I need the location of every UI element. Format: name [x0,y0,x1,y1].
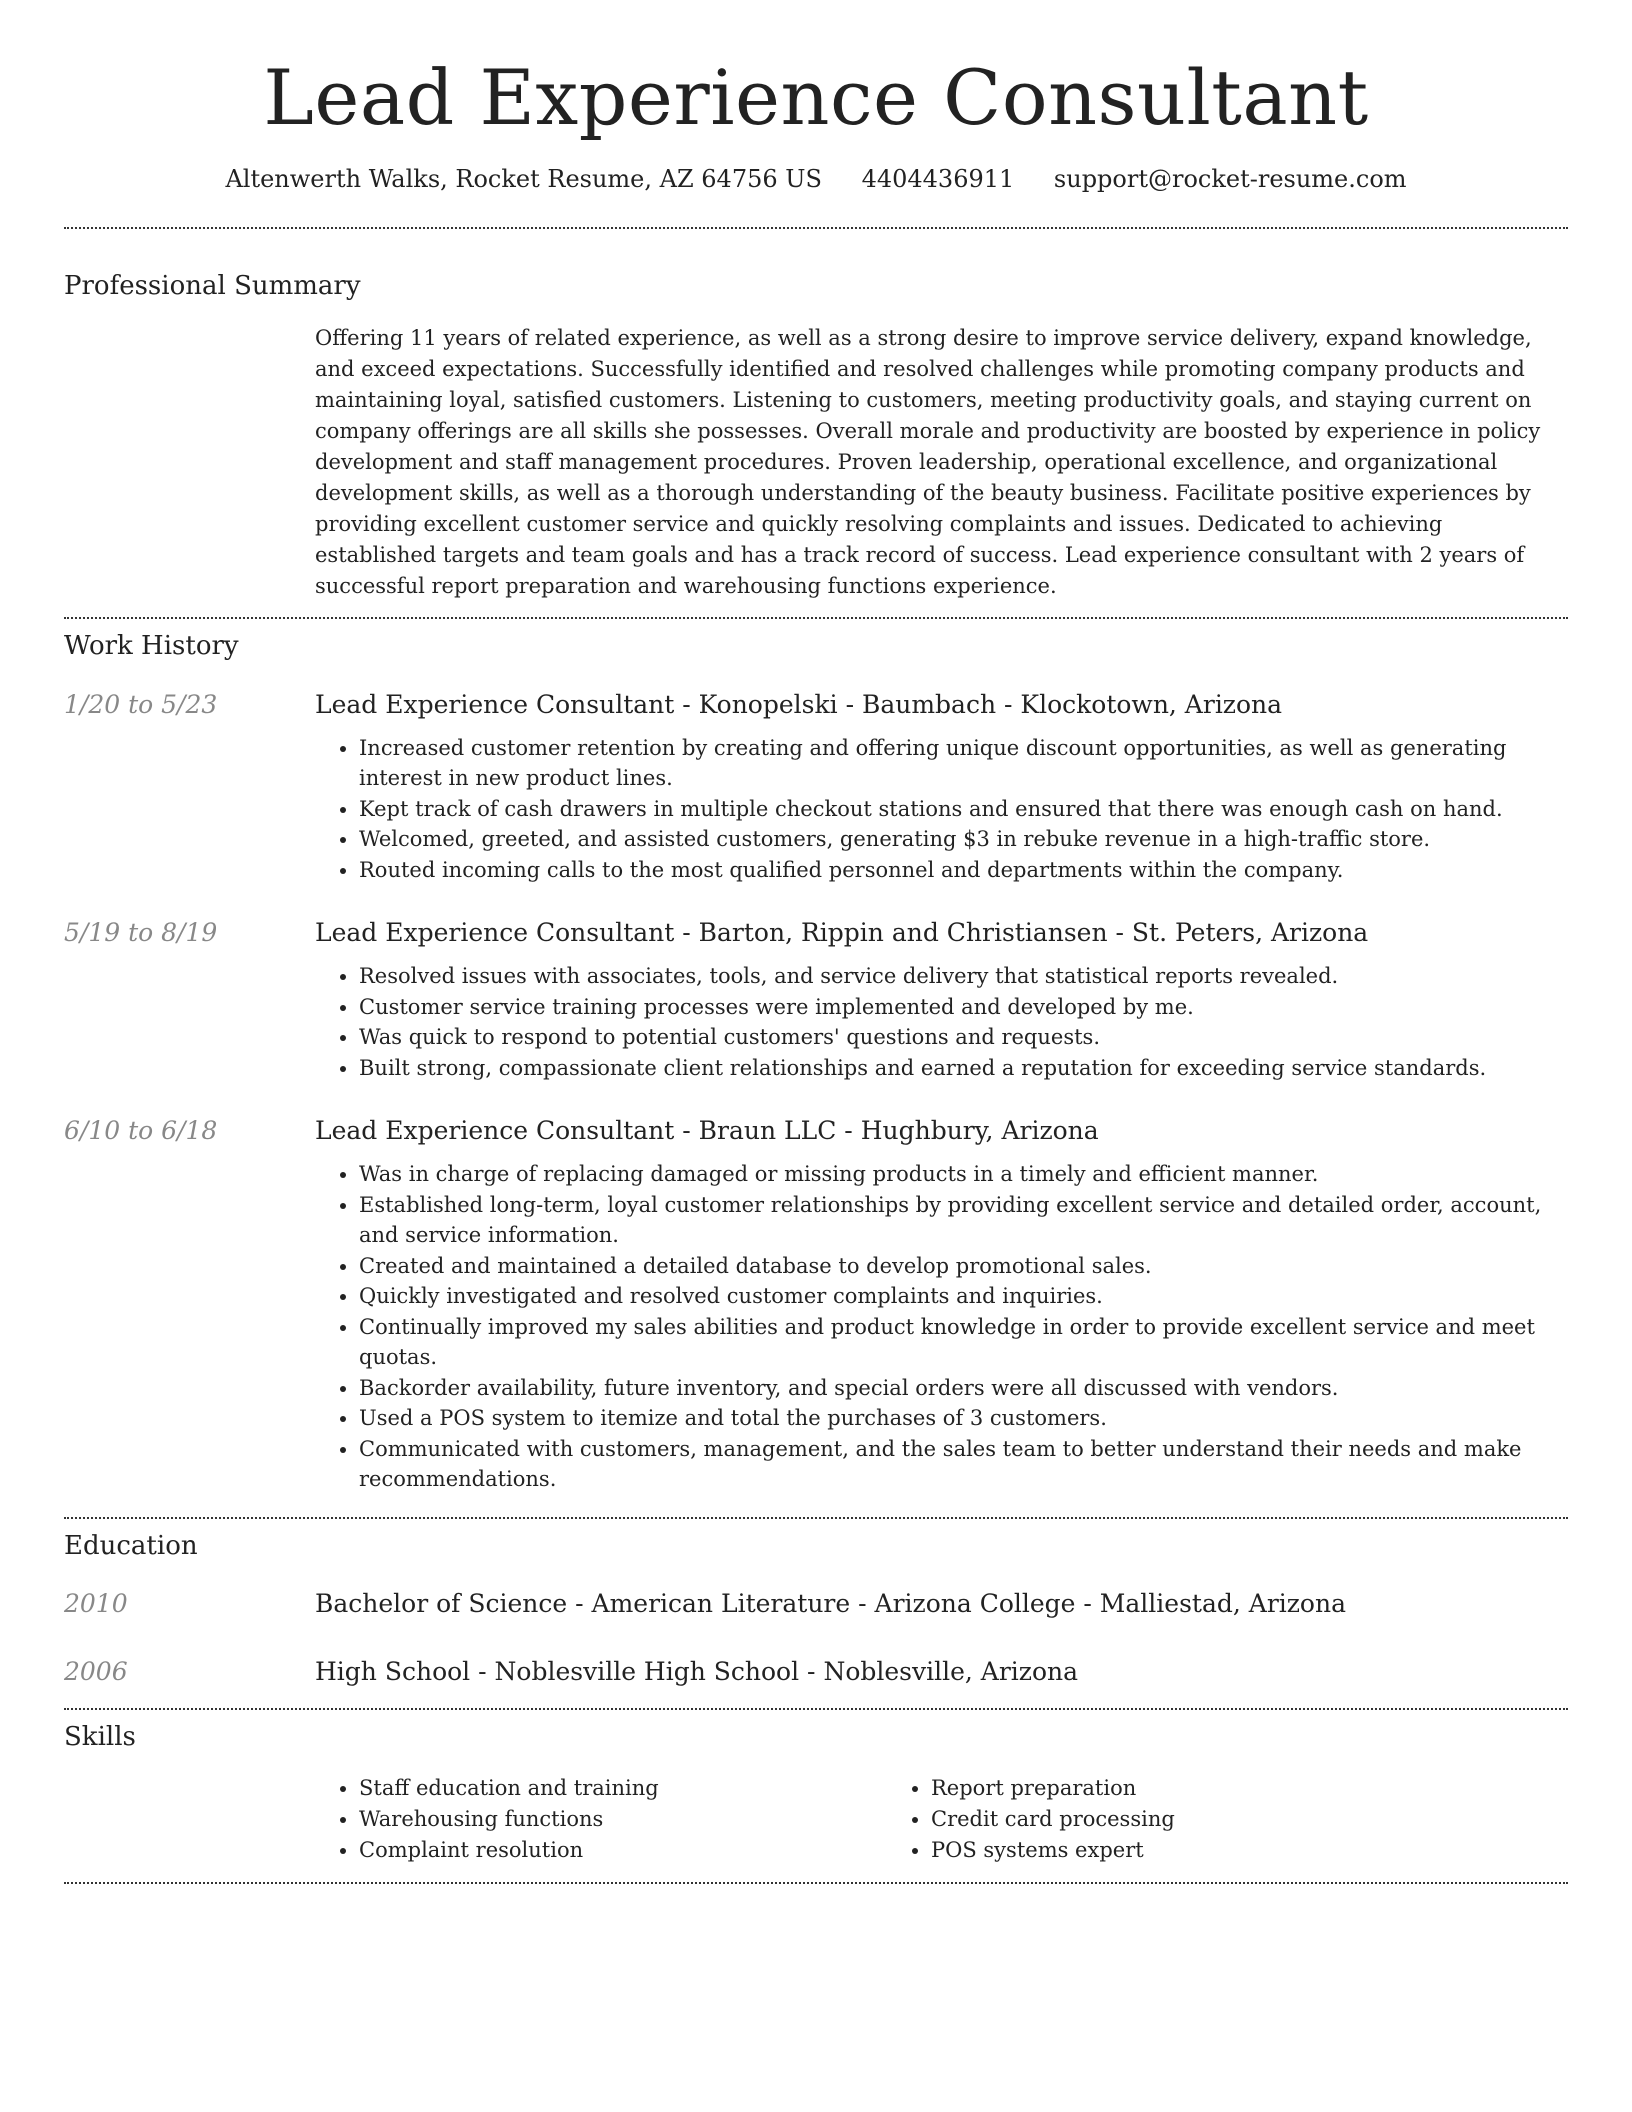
list-item: • POS systems expert [931,1835,1459,1866]
education-year: 2006 [64,1656,128,1686]
job-company: Braun LLC - Hughbury, Arizona [698,1116,1099,1146]
list-item: • Continually improved my sales abilities and product knowledge in order to provide excellent service and meet quotas. [359,1312,1568,1373]
list-item: • Routed incoming calls to the most qualified personnel and departments within the company. [359,855,1568,886]
job-position: Lead Experience Consultant [315,918,675,948]
skills-column-left [315,1773,887,1866]
education-year: 2010 [64,1588,128,1618]
education-school: Noblesville High School - Noblesville, Arizona [494,1656,1079,1686]
job-date: 1/20 to 5/23 [64,689,218,719]
contact-address: Altenwerth Walks, Rocket Resume, AZ 64756 US [225,165,822,194]
job-entry [64,917,1568,1083]
list-item: • Warehousing functions [359,1804,887,1835]
education-section [64,1519,1568,1688]
list-item: • Credit card processing [931,1804,1459,1835]
job-company: Barton, Rippin and Christiansen - St. Peters, Arizona [698,918,1369,948]
job-bullets [315,961,1568,1083]
resume-name: Lead Experience Consultant [263,53,1369,142]
list-item: • Established long-term, loyal customer relationships by providing excellent service and detailed order, account, and service information. [359,1190,1568,1251]
job-position: Lead Experience Consultant [315,689,675,719]
list-item: • Resolved issues with associates, tools, and service delivery that statistical reports revealed. [359,961,1568,992]
job-heading: Lead Experience Consultant - Konopelski - Baumbach - Klockotown, Arizona [315,689,1283,719]
resume-page [64,0,1568,1884]
job-entry [64,1115,1568,1495]
job-heading: Lead Experience Consultant - Braun LLC - Hughbury, Arizona [315,1116,1099,1146]
job-company: Konopelski - Baumbach - Klockotown, Arizona [698,689,1283,719]
list-item: • Was in charge of replacing damaged or missing products in a timely and efficient manner. [359,1159,1568,1190]
list-item: • Built strong, compassionate client relationships and earned a reputation for exceeding service standards. [359,1053,1568,1084]
list-item: • Kept track of cash drawers in multiple checkout stations and ensured that there was enough cash on hand. [359,794,1568,825]
list-item: • Complaint resolution [359,1835,887,1866]
work-history-title: Work History [64,631,239,662]
job-heading: Lead Experience Consultant - Barton, Rippin and Christiansen - St. Peters, Arizona [315,918,1369,948]
work-history-section [64,619,1568,1494]
contact-line [64,165,1568,193]
divider [64,1882,1568,1884]
list-item: • Report preparation [931,1773,1459,1804]
job-bullets [315,1159,1568,1495]
education-entry [64,1588,1568,1620]
education-heading: Bachelor of Science - American Literature - Arizona College - Malliestad, Arizona [315,1588,1346,1618]
job-position: Lead Experience Consultant [315,1116,675,1146]
education-title: Education [64,1530,198,1561]
list-item: • Increased customer retention by creating and offering unique discount opportunities, as well as generating interest in new product lines. [359,733,1568,794]
list-item: • Backorder availability, future inventory, and special orders were all discussed with vendors. [359,1373,1568,1404]
list-item: • Created and maintained a detailed database to develop promotional sales. [359,1251,1568,1282]
job-entry [64,689,1568,886]
skills-list [315,1773,1568,1866]
skills-column-right [887,1773,1459,1866]
education-heading: High School - Noblesville High School - Noblesville, Arizona [315,1656,1079,1686]
summary-text: Offering 11 years of related experience, as well as a strong desire to improve service delivery, expand knowledge, and exceed expectations. Successfully identified and resolved challenges while promoting company products and maintaining loyal, satisfied customers. Listening to customers, meeting productivity goals, and staying current on company offerings are all skills she possesses. Overall morale and productivity are boosted by experience in policy development and staff management procedures. Proven leadership, operational excellence, and organizational development skills, as well as a thorough understanding of the beauty business. Facilitate positive experiences by providing excellent customer service and quickly resolving complaints and issues. Dedicated to achieving established targets and team goals and has a track record of success. Lead experience consultant with 2 years of successful report preparation and warehousing functions experience. [315,326,1541,599]
list-item: • Communicated with customers, management, and the sales team to better understand their needs and make recommendations. [359,1434,1568,1495]
skills-section [64,1710,1568,1866]
skills-title: Skills [64,1721,136,1752]
education-entry [64,1656,1568,1688]
summary-title: Professional Summary [64,271,361,302]
education-degree: High School [315,1656,471,1686]
summary-section [64,229,1568,602]
job-date: 6/10 to 6/18 [64,1116,218,1146]
list-item: • Was quick to respond to potential customers' questions and requests. [359,1022,1568,1053]
list-item: • Customer service training processes were implemented and developed by me. [359,992,1568,1023]
job-bullets [315,733,1568,886]
list-item: • Used a POS system to itemize and total the purchases of 3 customers. [359,1403,1568,1434]
contact-phone: 4404436911 [861,165,1015,194]
list-item: • Quickly investigated and resolved customer complaints and inquiries. [359,1281,1568,1312]
list-item: • Staff education and training [359,1773,887,1804]
contact-email: support@rocket-resume.com [1053,165,1407,194]
education-school: Arizona College - Malliestad, Arizona [874,1588,1346,1618]
education-degree: Bachelor of Science - American Literature [315,1588,851,1618]
job-date: 5/19 to 8/19 [64,918,218,948]
list-item: • Welcomed, greeted, and assisted customers, generating $3 in rebuke revenue in a high-traffic store. [359,824,1568,855]
